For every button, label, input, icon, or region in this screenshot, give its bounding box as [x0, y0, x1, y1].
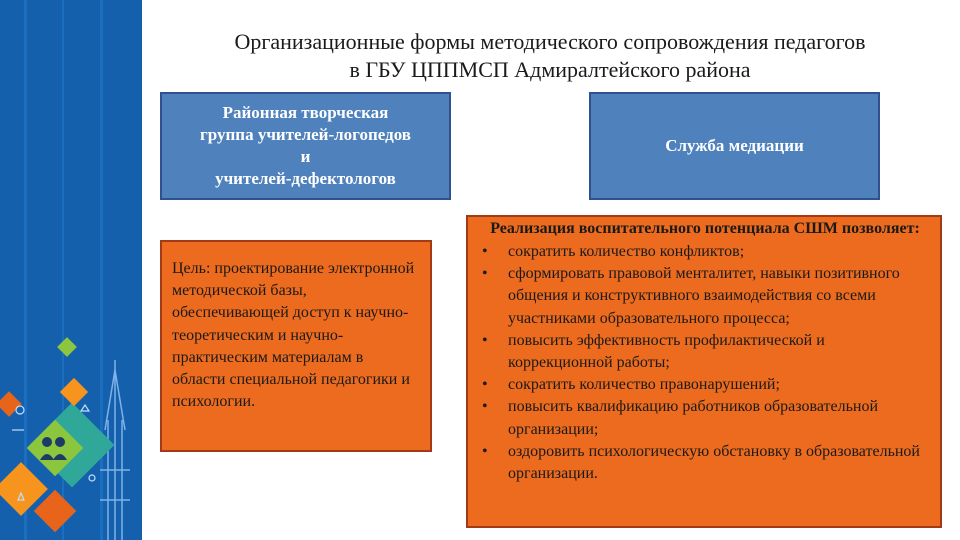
list-item: [478, 241, 932, 263]
list-item-text: повысить квалификацию работников образовательной организации;: [508, 398, 879, 438]
goal-box: [160, 240, 432, 452]
list-item-text: сократить количество конфликтов;: [508, 243, 745, 260]
page-title: [150, 28, 950, 84]
list-item: [478, 330, 932, 374]
list-item: [478, 441, 932, 485]
list-item: [478, 396, 932, 440]
list-item-text: оздоровить психологическую обстановку в образовательной организации.: [508, 442, 920, 483]
creative-group-line: учителей-дефектологов: [215, 169, 396, 188]
goal-text: Цель: проектирование электронной методической базы, обеспечивающей доступ к научно-теоретическим и научно-практическим материалам в области специальной педагогики и психологии.: [172, 260, 415, 411]
list-item-text: сократить количество правонарушений;: [508, 376, 780, 394]
creative-group-line: и: [300, 147, 311, 166]
sidebar-illustration: [0, 0, 142, 540]
bullet-icon: •: [482, 331, 488, 349]
creative-group-box: [160, 92, 451, 200]
mediation-benefits-box: [466, 215, 942, 528]
bullet-icon: •: [482, 442, 488, 460]
benefits-heading: Реализация воспитательного потенциала СШМ позволяет:: [490, 220, 920, 237]
diamond-shape: [60, 378, 88, 406]
list-item-text: сформировать правовой менталитет, навыки позитивного общения и конструктивного взаимодействия со всеми участниками образовательного процесса;: [508, 265, 900, 327]
mediation-service-box: [589, 92, 880, 200]
decorative-sidebar: [0, 0, 142, 540]
list-item-text: повысить эффективность профилактической и коррекционной работы;: [508, 331, 825, 372]
bullet-icon: •: [482, 265, 488, 283]
bullet-icon: •: [482, 376, 488, 394]
benefits-list: [478, 241, 932, 485]
title-line: в ГБУ ЦППМСП Адмиралтейского района: [349, 57, 751, 82]
title-line: Организационные формы методического сопровождения педагогов: [234, 29, 866, 54]
bullet-icon: •: [482, 398, 488, 416]
list-item: [478, 263, 932, 330]
creative-group-line: Районная творческая: [222, 103, 389, 122]
diamond-shape: [57, 337, 77, 357]
diamond-shape: [0, 391, 22, 416]
bullet-icon: •: [482, 243, 488, 260]
list-item: [478, 374, 932, 396]
creative-group-line: группа учителей-логопедов: [200, 125, 411, 144]
mediation-service-label: Служба медиации: [665, 136, 804, 155]
